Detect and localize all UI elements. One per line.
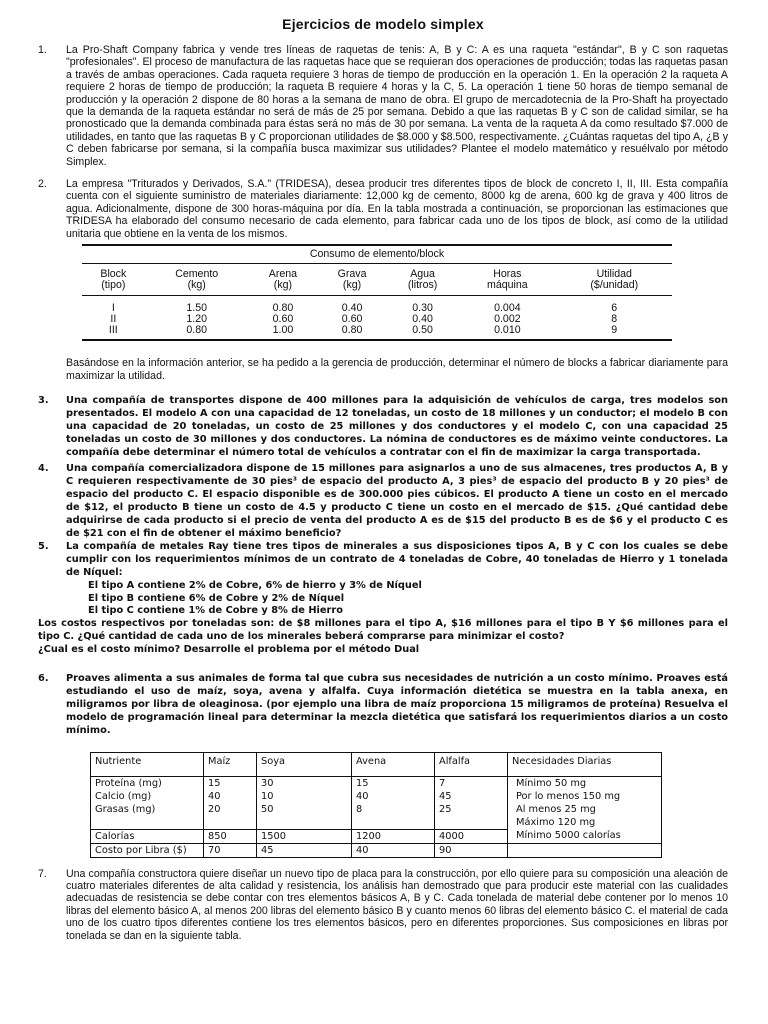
exercise-2 bbox=[38, 178, 728, 240]
mineral-item: El tipo C contiene 1% de Cobre y 8% de Hierro bbox=[88, 605, 343, 617]
exercise-text: Una compañía comercializadora dispone de 15 millones para asignarlos a uno de sus almacenes, tres productos A, B y C requieren respectivamente de 30 pies³ de espacio del producto A, 3 pies³ de espacio del producto B y 20 pies³ de espacio del producto C. El espacio disponible es de 300.000 pies cúbicos. El producto A tiene un costo en el mercado de $12, el producto B tiene un costo de 4.5 y producto C tiene un costo en el mercado de $15. ¿Qué cantidad debe adquirirse de cada producto si el precio de venta del producto A es de $15 del producto B es de $6 y el producto C es de $21 con el fin de obtener el máximo beneficio? bbox=[66, 463, 728, 539]
exercise-5 bbox=[38, 541, 728, 618]
exercise-text: Una compañía de transportes dispone de 400 millones para la adquisición de vehículos de carga, tres modelos son presentados. El modelo A con una capacidad de 12 toneladas, un costo de 18 millones y un conductor; el modelo B con una capacidad de 20 toneladas, un costo de 25 millones y dos conductores y el modelo C, con una capacidad 25 toneladas un costo de 30 millones y dos conductores. La nómina de conductores es de máximo veinte conductores. La compañía debe determinar el número total de vehículos a contratar con el fin de maximizar la carga transportada. bbox=[66, 394, 728, 458]
exercise-number: 7. bbox=[38, 867, 47, 880]
table-header-row bbox=[82, 264, 672, 296]
nutrition-table bbox=[90, 752, 662, 858]
exercise-text: La Pro-Shaft Company fabrica y vende tres líneas de raquetas de tenis: A, B y C: A es una raqueta "estándar", B y C son raquetas "profesionales". El proceso de manufactura de las raquetas hace que se requieran dos operaciones de producción; todas las raquetas pasan a través de ambas operaciones. Cada raqueta requiere 3 horas de tiempo de producción en la operación 1. En la operación 2 la raqueta A requiere 2 horas de tiempo de producción; la raqueta B requiere 4 horas y la C, 5. La operación 1 tiene 50 horas de tiempo semanal de producción y la operación 2 dispone de 80 horas a la semana de mano de obra. El grupo de mercadotecnia de la Pro-Shaft ha proyectado que la demanda de la raqueta estándar no será de más de 25 por semana. Debido a que las raquetas B y C son de calidad similar, se ha pronosticado que la demanda combinada para éstas será no más de 30 por semana. La venta de la raqueta A da como resultado $7.000 de utilidades, en tanto que las raquetas B y C proporcionan utilidades de $8.000 y $8.500, respectivamente. ¿Cuántas raquetas del tipo A, ¿B y C deben fabricarse por semana, si la compañía busca maximizar sus utilidades? Plantee el modelo matemático y resuélvalo por método Simplex. bbox=[66, 44, 728, 168]
exercise-number: 4. bbox=[38, 463, 49, 475]
header-cell: Agua (litros) bbox=[387, 264, 458, 296]
exercise-7 bbox=[38, 868, 728, 942]
exercise-number: 2. bbox=[38, 178, 47, 191]
table-row: II 1.20 0.60 0.60 0.40 0.002 8 bbox=[110, 313, 618, 326]
exercise-number: 5. bbox=[38, 540, 49, 552]
exercise-number: 6. bbox=[38, 673, 49, 685]
exercise-1 bbox=[38, 44, 728, 168]
table-header-row: Nutriente Maíz Soya Avena Alfalfa Necesidades Diarias bbox=[91, 752, 662, 776]
table-row: Costo por Libra ($) 70 45 40 90 bbox=[91, 843, 662, 857]
exercise-text: Una compañía constructora quiere diseñar un nuevo tipo de placa para la construcción, por ello quiere para su composición una aleación de cuatro materiales diferentes de alta calidad y resistencia, los análisis han demostrado que para producir este material con las cualidades adecuadas de resistencia se debe contar con tres elementos básicos A, B y C. Cada tonelada de material debe contener por lo menos 10 libras del elemento básico A, al menos 200 libras del elemento básico B y cuanto menos 60 libras del elemento básico C. el material de cada uno de los cuatro tipos diferentes contiene los tres elementos básicos, pero en diferentes proporciones. Sus composiciones en libras por tonelada se dan en la siguiente tabla. bbox=[66, 867, 728, 942]
header-cell: Cemento (kg) bbox=[145, 264, 249, 296]
table-row: I 1.50 0.80 0.40 0.30 0.004 6 bbox=[111, 302, 618, 315]
exercise-4 bbox=[38, 463, 728, 540]
page-title: Ejercicios de modelo simplex bbox=[282, 16, 484, 32]
exercise-2-conclusion bbox=[38, 357, 728, 382]
mineral-item: El tipo A contiene 2% de Cobre, 6% de hierro y 3% de Níquel bbox=[88, 579, 422, 591]
exercise-text: Proaves alimenta a sus animales de forma tal que cubra sus necesidades de nutrición a un costo mínimo. Proaves está estudiando el uso de maíz, soya, avena y alfalfa. Cuya información dietética se muestra en la tabla anexa, en miligramos por libra de oleaginosa. (por ejemplo una libra de maíz proporciona 15 miligramos de proteína) Resuelva el modelo de programación lineal para determinar la mezcla dietética que satisfará los requerimientos diarios a un costo mínimo. bbox=[66, 673, 728, 736]
exercise-6 bbox=[38, 673, 728, 738]
exercise-3 bbox=[38, 395, 728, 460]
header-cell: Block (tipo) bbox=[82, 264, 145, 296]
table-row: Proteína (mg) Calcio (mg) Grasas (mg) 15 40 20 30 10 50 15 40 8 7 45 25 Mínimo 50 mg Por lo menos 150 mg Al menos 25 mg Máximo 120 mg Mínimo 5000 calorías bbox=[91, 776, 662, 829]
exercise-text: La compañía de metales Ray tiene tres tipos de minerales a sus disposiciones tipos A, B y C con los cuales se debe cumplir con los requerimientos mínimos de un contrato de 4 toneladas de Cobre, 40 toneladas de Hierro y 1 tonelada de Níquel: bbox=[66, 540, 728, 578]
mineral-item: El tipo B contiene 6% de Cobre y 2% de Níquel bbox=[88, 592, 345, 604]
exercise-number: 3. bbox=[38, 394, 49, 406]
header-cell: Horas máquina bbox=[458, 264, 556, 296]
exercise-5-costs: Los costos respectivos por toneladas son: de $8 millones para el tipo A, $16 millones para el tipo B Y $6 millones para el tipo C. ¿Qué cantidad de cada uno de los minerales beberá comprarse para minimizar el costo? bbox=[38, 618, 728, 643]
header-cell: Utilidad ($/unidad) bbox=[557, 264, 672, 296]
exercise-text: La empresa "Triturados y Derivados, S.A." (TRIDESA), desea producir tres diferentes tipos de block de concreto I, II, III. Esta compañía cuenta con el siguiente suministro de materiales diariamente: 12,000 kg de cemento, 8000 kg de arena, 600 kg de grava y 400 litros de agua. Adicionalmente, dispone de 300 horas-máquina por día. En la tabla mostrada a continuación, se proporcionan las estimaciones que TRIDESA ha elaborado del consumo necesario de cada elemento, para fabricar cada uno de los tipos de block, así como de la utilidad unitaria que obtiene en la venta de los mismos. bbox=[66, 178, 728, 240]
exercise-text: Basándose en la información anterior, se ha pedido a la gerencia de producción, determinar el número de blocks a fabricar diariamente para maximizar la utilidad. bbox=[66, 357, 728, 382]
exercise-5-question: ¿Cual es el costo mínimo? Desarrolle el problema por el método Dual bbox=[38, 644, 420, 656]
table-row: Calorías 850 1500 1200 4000 bbox=[91, 829, 662, 843]
block-consumption-table bbox=[82, 244, 672, 341]
header-cell: Grava (kg) bbox=[317, 264, 387, 296]
table-row: III 0.80 1.00 0.80 0.50 0.010 9 bbox=[82, 325, 672, 340]
header-cell: Arena (kg) bbox=[249, 264, 317, 296]
table-caption: Consumo de elemento/block bbox=[82, 245, 672, 264]
exercise-number: 1. bbox=[38, 44, 47, 56]
